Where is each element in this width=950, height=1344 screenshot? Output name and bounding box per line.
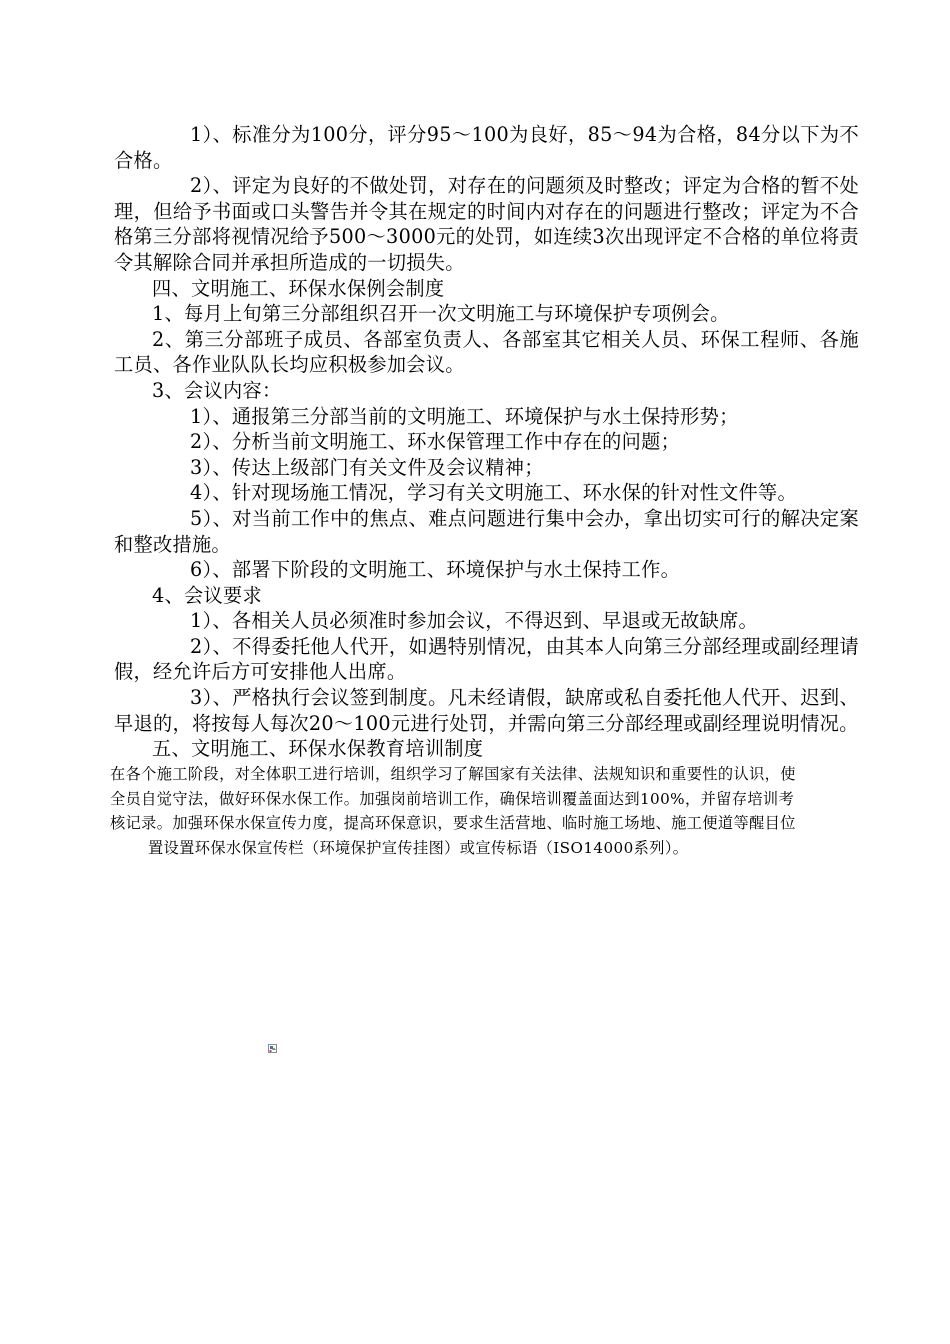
list-item-requirement-2: 2）、不得委托他人代开，如遇特别情况，由其本人向第三分部经理或副经理请假，经允许后方可安排他人出席。: [114, 634, 859, 684]
paragraph-attendees: 2、第三分部班子成员、各部室负责人、各部室其它相关人员、环保工程师、各施工员、各作业队队长均应积极参加会议。: [114, 327, 859, 377]
list-item-content-5: 5）、对当前工作中的焦点、难点问题进行集中会办，拿出切实可行的解决定案和整改措施。: [114, 506, 859, 556]
training-paragraph: [110, 762, 860, 861]
list-item-requirement-3: 3）、严格执行会议签到制度。凡未经请假，缺席或私自委托他人代开、迟到、早退的，将按每人每次20～100元进行处罚，并需向第三分部经理或副经理说明情况。: [114, 686, 859, 735]
list-item-content-2: 2）、分析当前文明施工、环水保管理工作中存在的问题；: [190, 430, 681, 454]
list-item-requirement-1: 1）、各相关人员必须准时参加会议，不得迟到、早退或无故缺席。: [190, 609, 759, 633]
list-item-content-1: 1）、通报第三分部当前的文明施工、环境保护与水土保持形势；: [190, 404, 739, 428]
paragraph-monthly-meeting: 1、每月上旬第三分部组织召开一次文明施工与环境保护专项例会。: [152, 302, 730, 326]
training-line-1: 在各个施工阶段，对全体职工进行培训，组织学习了解国家有关法律、法规知识和重要性的认识，使: [110, 764, 796, 783]
document-body: [110, 122, 859, 861]
training-line-4: 置设置环保水保宣传栏（环境保护宣传挂图）或宣传标语（ISO14000系列）。: [148, 839, 689, 858]
training-line-2: 全员自觉守法，做好环保水保工作。加强岗前培训工作，确保培训覆盖面达到100%，并留存培训考: [110, 789, 795, 808]
list-item-content-3: 3）、传达上级部门有关文件及会议精神；: [190, 455, 544, 479]
paragraph-scoring-standard: 1）、标准分为100分，评分95～100为良好，85～94为合格，84分以下为不合格。: [114, 123, 859, 172]
broken-image-icon: [268, 1044, 277, 1053]
paragraph-meeting-requirements-heading: 4、会议要求: [152, 583, 262, 607]
list-item-content-6: 6）、部署下阶段的文明施工、环境保护与水土保持工作。: [190, 558, 681, 582]
paragraph-meeting-content-heading: 3、会议内容：: [152, 378, 282, 402]
training-line-3: 核记录。加强环保水保宣传力度，提高环保意识，要求生活营地、临时施工场地、施工便道等醒目位: [110, 814, 796, 833]
paragraph-penalty-rules: 2）、评定为良好的不做处罚，对存在的问题须及时整改；评定为合格的暂不处理，但给予书面或口头警告并令其在规定的时间内对存在的问题进行整改；评定为不合格第三分部将视情况给予500～3000元的处罚，如连续3次出现评定不合格的单位将责令其解除合同并承担所造成的一切损失。: [114, 174, 859, 274]
section-heading-training-system: 五、文明施工、环保水保教育培训制度: [152, 737, 484, 761]
section-heading-meeting-system: 四、文明施工、环保水保例会制度: [152, 276, 445, 300]
list-item-content-4: 4）、针对现场施工情况，学习有关文明施工、环水保的针对性文件等。: [190, 481, 798, 505]
